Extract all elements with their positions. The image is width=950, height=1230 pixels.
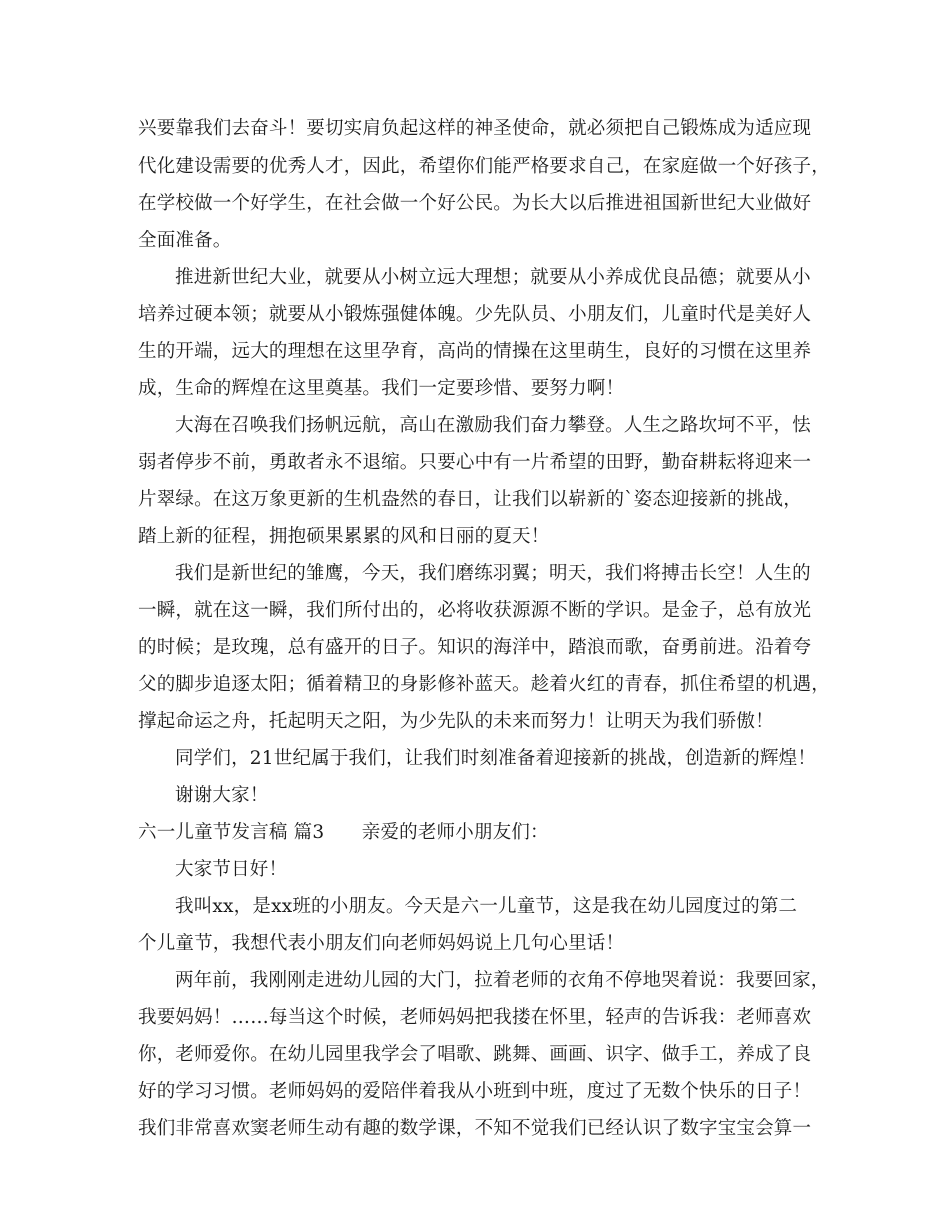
text-line: 兴要靠我们去奋斗！要切实肩负起这样的神圣使命，就必须把自己锻炼成为适应现 — [138, 118, 812, 139]
text-line: 的时候；是玫瑰，总有盛开的日子。知识的海洋中，踏浪而歌，奋勇前进。沿着夸 — [138, 637, 812, 658]
text-line: 我们非常喜欢窦老师生动有趣的数学课，不知不觉我们已经认识了数字宝宝会算一 — [138, 1118, 812, 1139]
text-line: 父的脚步追逐太阳；循着精卫的身影修补蓝天。趁着火红的青春，抓住希望的机遇， — [138, 674, 830, 695]
text-line: 在学校做一个好学生，在社会做一个好公民。为长大以后推进祖国新世纪大业做好 — [138, 193, 812, 214]
text-line: 我叫xx，是xx班的小朋友。今天是六一儿童节，这是我在幼儿园度过的第二 — [175, 896, 798, 917]
text-line: 代化建设需要的优秀人才，因此，希望你们能严格要求自己，在家庭做一个好孩子， — [138, 156, 830, 177]
text-line: 大家节日好！ — [175, 859, 288, 880]
text-line: 我要妈妈！……每当这个时候，老师妈妈把我搂在怀里，轻声的告诉我：老师喜欢 — [138, 1007, 812, 1028]
section-heading: 六一儿童节发言稿 篇3 亲爱的老师小朋友们： — [138, 822, 549, 843]
text-line: 弱者停步不前，勇敢者永不退缩。只要心中有一片希望的田野，勤奋耕耘将迎来一 — [138, 452, 812, 473]
text-line: 片翠绿。在这万象更新的生机盎然的春日，让我们以崭新的`姿态迎接新的挑战， — [138, 489, 802, 510]
text-line: 踏上新的征程，拥抱硕果累累的风和日丽的夏天！ — [138, 526, 550, 547]
text-line: 大海在召唤我们扬帆远航，高山在激励我们奋力攀登。人生之路坎坷不平，怯 — [175, 415, 811, 436]
text-line: 两年前，我刚刚走进幼儿园的大门，拉着老师的衣角不停地哭着说：我要回家， — [175, 970, 830, 991]
text-line: 培养过硬本领；就要从小锻炼强健体魄。少先队员、小朋友们，儿童时代是美好人 — [138, 304, 812, 325]
text-line: 好的学习习惯。老师妈妈的爱陪伴着我从小班到中班，度过了无数个快乐的日子！ — [138, 1081, 812, 1102]
text-line: 生的开端，远大的理想在这里孕育，高尚的情操在这里萌生，良好的习惯在这里养 — [138, 341, 812, 362]
text-line: 我们是新世纪的雏鹰，今天，我们磨练羽翼；明天，我们将搏击长空！人生的 — [175, 563, 811, 584]
text-line: 推进新世纪大业，就要从小树立远大理想；就要从小养成优良品德；就要从小 — [175, 267, 811, 288]
text-line: 撑起命运之舟，托起明天之阳，为少先队的未来而努力！让明天为我们骄傲！ — [138, 711, 774, 732]
text-line: 个儿童节，我想代表小朋友们向老师妈妈说上几句心里话！ — [138, 933, 625, 954]
text-line: 全面准备。 — [138, 230, 232, 251]
text-line: 谢谢大家！ — [175, 785, 269, 806]
text-line: 成，生命的辉煌在这里奠基。我们一定要珍惜、要努力啊！ — [138, 378, 625, 399]
text-line: 你，老师爱你。在幼儿园里我学会了唱歌、跳舞、画画、识字、做手工，养成了良 — [138, 1044, 812, 1065]
text-line: 同学们，21世纪属于我们，让我们时刻准备着迎接新的挑战，创造新的辉煌！ — [175, 748, 817, 769]
text-line: 一瞬，就在这一瞬，我们所付出的，必将收获源源不断的学识。是金子，总有放光 — [138, 600, 812, 621]
